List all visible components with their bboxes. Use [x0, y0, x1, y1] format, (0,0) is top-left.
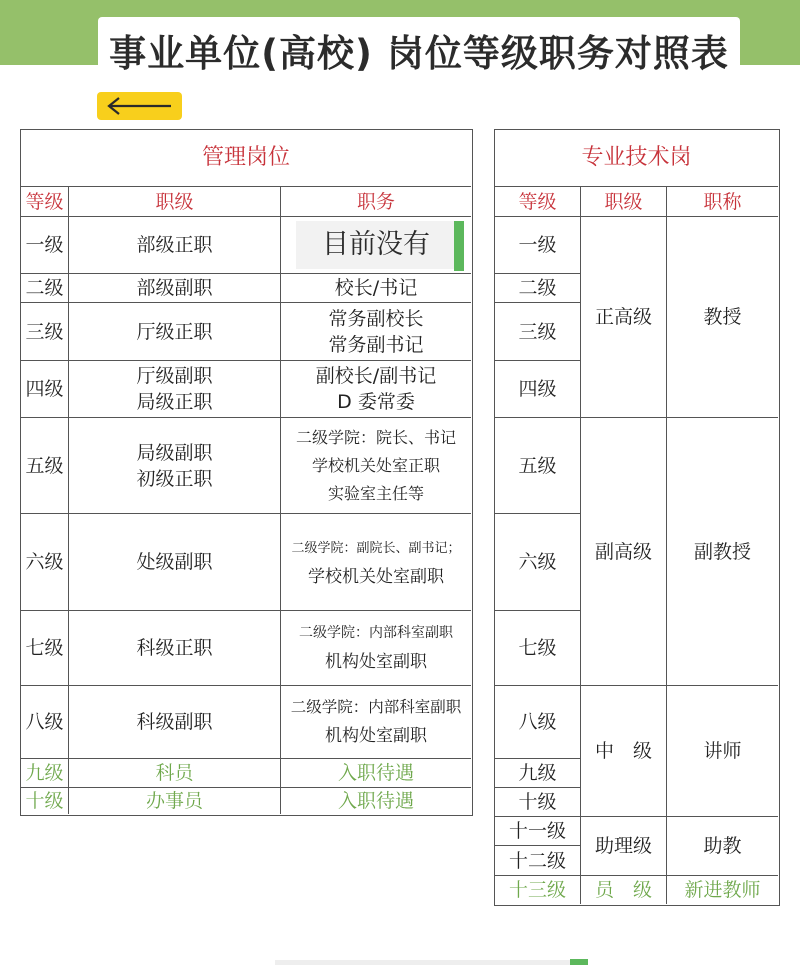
table-row-rank: 部级正职	[69, 217, 281, 274]
table-row-grade: 四级	[21, 361, 69, 418]
title-group-assistant: 助教	[667, 817, 778, 876]
title-group-senior: 教授	[667, 217, 778, 418]
column-header-grade: 等级	[21, 187, 69, 217]
rank-group-assistant: 助理级	[581, 817, 667, 876]
column-header-grade: 等级	[495, 187, 581, 217]
table-row-rank: 科级副职	[69, 686, 281, 759]
table-row-duty: 入职待遇	[337, 790, 414, 812]
table-row-duty: 二级学院：院长、书记 学校机关处室正职 实验室主任等	[281, 418, 471, 514]
table-row-rank: 厅级正职	[69, 303, 281, 361]
table-row-grade: 六级	[21, 514, 69, 611]
grade-cell: 十二级	[495, 846, 581, 876]
column-header-title: 职称	[667, 187, 778, 217]
table-row-rank: 局级副职 初级正职	[69, 418, 281, 514]
table-row-duty: 入职待遇	[281, 759, 471, 788]
grade-cell: 八级	[495, 686, 581, 759]
column-header-rank: 职级	[581, 187, 667, 217]
no-position-highlight: 目前没有	[296, 221, 456, 269]
table-row-duty: 常务副校长 常务副书记	[281, 303, 471, 361]
title-card	[98, 17, 740, 77]
table-row-rank: 科级正职	[69, 611, 281, 686]
title-group-intermediate: 讲师	[667, 686, 778, 817]
table-row-duty: 二级学院：内部科室副职 机构处室副职	[281, 686, 471, 759]
grade-cell: 十级	[495, 788, 581, 817]
technical-table	[494, 129, 780, 906]
table-row-rank: 办事员	[69, 788, 281, 814]
green-tag-icon	[454, 221, 464, 271]
grade-cell: 二级	[495, 274, 581, 303]
rank-group-associate: 副高级	[581, 418, 667, 686]
table-row-duty: 副校长/副书记 D 委常委	[281, 361, 471, 418]
management-section-title	[21, 130, 471, 187]
bottom-green-marker	[570, 959, 588, 965]
rank-group-intermediate: 中 级	[581, 686, 667, 817]
bottom-divider	[275, 960, 575, 965]
table-row-rank: 科员	[69, 759, 281, 788]
table-row-grade: 八级	[21, 686, 69, 759]
rank-group-senior: 正高级	[581, 217, 667, 418]
page-title: 事业单位(高校) 岗位等级职务对照表	[109, 32, 729, 75]
table-row-grade: 一级	[21, 217, 69, 274]
grade-cell: 六级	[495, 514, 581, 611]
table-row-duty	[281, 217, 471, 274]
grade-cell: 七级	[495, 611, 581, 686]
table-row-rank: 厅级副职 局级正职	[69, 361, 281, 418]
section-title-text: 管理岗位	[201, 145, 290, 170]
back-button[interactable]	[97, 92, 182, 120]
table-row-grade: 七级	[21, 611, 69, 686]
table-row-grade: 三级	[21, 303, 69, 361]
management-table	[20, 129, 473, 816]
table-row-grade: 十级	[21, 788, 69, 814]
grade-cell: 三级	[495, 303, 581, 361]
left-arrow-icon	[105, 96, 175, 116]
title-group-associate: 副教授	[667, 418, 778, 686]
title-group-entry: 新进教师	[684, 879, 761, 901]
column-header-duty: 职务	[281, 187, 471, 217]
grade-cell: 十一级	[495, 817, 581, 846]
column-header-rank: 职级	[69, 187, 281, 217]
technical-section-title: 专业技术岗	[495, 130, 778, 187]
rank-group-entry: 员 级	[581, 876, 667, 904]
grade-cell: 四级	[495, 361, 581, 418]
grade-cell: 一级	[495, 217, 581, 274]
table-row-duty: 校长/书记	[281, 274, 471, 303]
table-row-rank: 部级副职	[69, 274, 281, 303]
table-row-rank: 处级副职	[69, 514, 281, 611]
grade-cell: 十三级	[495, 876, 581, 904]
table-row-grade: 九级	[21, 759, 69, 788]
table-row-duty: 二级学院：内部科室副职 机构处室副职	[281, 611, 471, 686]
table-row-grade: 二级	[21, 274, 69, 303]
table-row-grade: 五级	[21, 418, 69, 514]
grade-cell: 九级	[495, 759, 581, 788]
table-row-duty: 二级学院：副院长、副书记； 学校机关处室副职	[281, 514, 471, 611]
grade-cell: 五级	[495, 418, 581, 514]
